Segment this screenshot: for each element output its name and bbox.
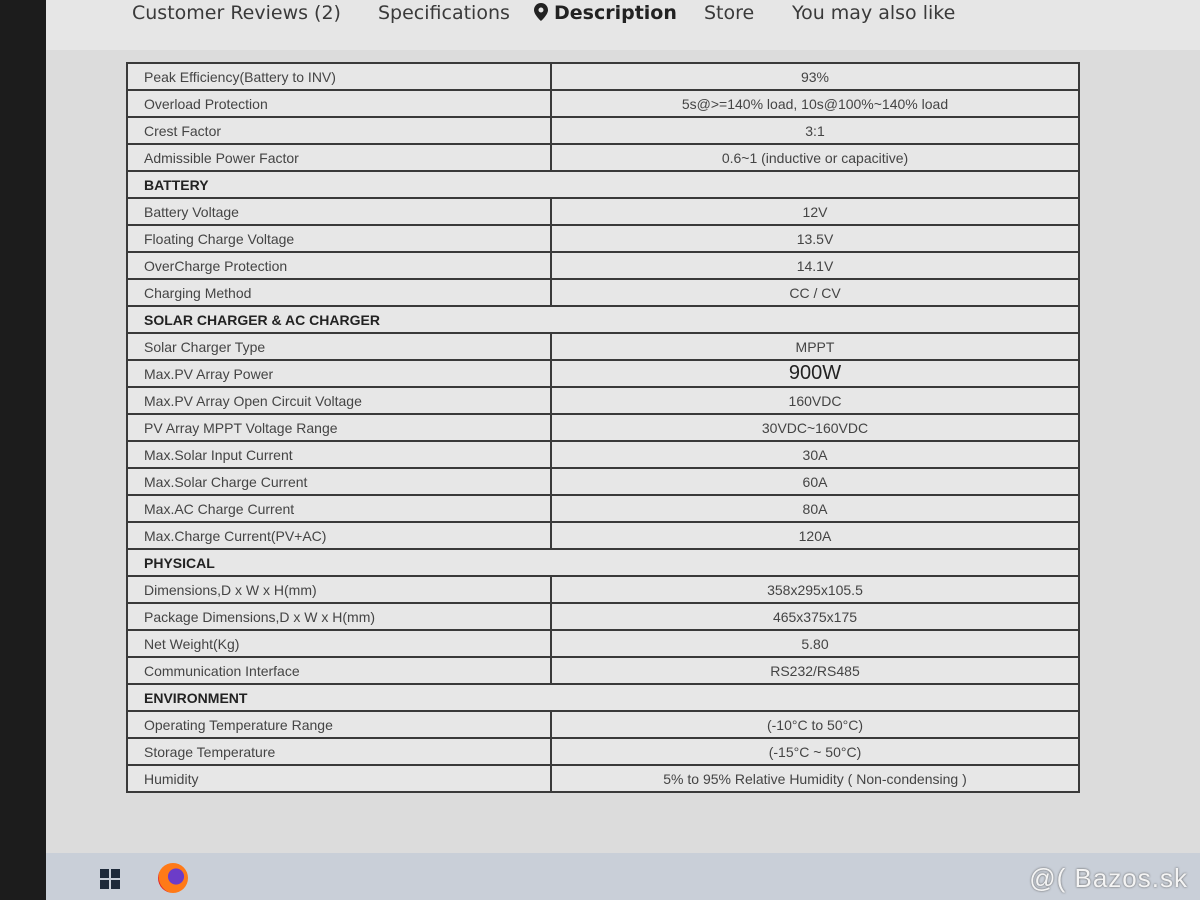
spec-label: Max.PV Array Power [127,360,551,387]
spec-label: Storage Temperature [127,738,551,765]
spec-label: Battery Voltage [127,198,551,225]
tab-specifications[interactable]: Specifications [378,2,510,24]
spec-value: MPPT [551,333,1079,360]
spec-value: 14.1V [551,252,1079,279]
spec-value: 5.80 [551,630,1079,657]
spec-row [127,144,1079,171]
spec-row [127,225,1079,252]
spec-row [127,279,1079,306]
tab-description-label: Description [554,2,677,24]
product-tab-bar [46,0,1200,50]
spec-row [127,387,1079,414]
spec-label: Max.Solar Charge Current [127,468,551,495]
spec-row [127,198,1079,225]
spec-label: Package Dimensions,D x W x H(mm) [127,603,551,630]
spec-value: 465x375x175 [551,603,1079,630]
spec-label: Dimensions,D x W x H(mm) [127,576,551,603]
spec-value: 93% [551,63,1079,90]
spec-value: 0.6~1 (inductive or capacitive) [551,144,1079,171]
spec-row [127,63,1079,90]
spec-row [127,738,1079,765]
section-header-row [127,171,1079,198]
spec-value: 3:1 [551,117,1079,144]
spec-label: Operating Temperature Range [127,711,551,738]
spec-row [127,252,1079,279]
spec-label: Admissible Power Factor [127,144,551,171]
spec-value: 5s@>=140% load, 10s@100%~140% load [551,90,1079,117]
section-header-row [127,549,1079,576]
tab-customer-reviews[interactable]: Customer Reviews (2) [132,2,341,24]
section-header: BATTERY [127,171,1079,198]
spec-value: CC / CV [551,279,1079,306]
spec-label: Max.AC Charge Current [127,495,551,522]
spec-label: Floating Charge Voltage [127,225,551,252]
spec-value: 900W [551,360,1079,387]
spec-value: 30A [551,441,1079,468]
firefox-icon[interactable] [158,863,188,893]
section-header-row [127,684,1079,711]
specification-table-body [127,63,1079,792]
browser-screen [46,0,1200,900]
spec-row [127,603,1079,630]
spec-value: RS232/RS485 [551,657,1079,684]
spec-row [127,657,1079,684]
spec-value: 160VDC [551,387,1079,414]
section-header: ENVIRONMENT [127,684,1079,711]
tab-description[interactable] [534,2,677,24]
spec-label: Max.PV Array Open Circuit Voltage [127,387,551,414]
spec-label: Net Weight(Kg) [127,630,551,657]
spec-value: 13.5V [551,225,1079,252]
section-header: PHYSICAL [127,549,1079,576]
tab-you-may-also-like[interactable]: You may also like [792,2,956,24]
spec-label: Humidity [127,765,551,792]
spec-label: Max.Charge Current(PV+AC) [127,522,551,549]
spec-row [127,441,1079,468]
spec-label: Max.Solar Input Current [127,441,551,468]
spec-label: Charging Method [127,279,551,306]
spec-label: Communication Interface [127,657,551,684]
spec-row [127,90,1079,117]
specification-table [126,62,1080,793]
spec-value: (-10°C to 50°C) [551,711,1079,738]
windows-start-icon[interactable] [100,869,120,889]
spec-label: OverCharge Protection [127,252,551,279]
spec-value: 60A [551,468,1079,495]
spec-value: 5% to 95% Relative Humidity ( Non-condensing ) [551,765,1079,792]
spec-label: Crest Factor [127,117,551,144]
spec-row [127,495,1079,522]
spec-value: 358x295x105.5 [551,576,1079,603]
spec-row [127,468,1079,495]
spec-label: Peak Efficiency(Battery to INV) [127,63,551,90]
spec-row [127,576,1079,603]
spec-row [127,117,1079,144]
tab-store[interactable]: Store [704,2,755,24]
spec-label: Overload Protection [127,90,551,117]
section-header: SOLAR CHARGER & AC CHARGER [127,306,1079,333]
location-pin-icon [534,3,548,21]
spec-value: 12V [551,198,1079,225]
spec-row [127,522,1079,549]
spec-row [127,630,1079,657]
spec-row [127,711,1079,738]
spec-value: 80A [551,495,1079,522]
spec-label: Solar Charger Type [127,333,551,360]
spec-label: PV Array MPPT Voltage Range [127,414,551,441]
spec-value: 120A [551,522,1079,549]
section-header-row [127,306,1079,333]
spec-row [127,333,1079,360]
spec-row [127,414,1079,441]
spec-row [127,765,1079,792]
spec-value: 30VDC~160VDC [551,414,1079,441]
spec-value: (-15°C ~ 50°C) [551,738,1079,765]
watermark: @( Bazos.sk [1029,863,1188,893]
spec-row [127,360,1079,387]
taskbar [46,853,1200,900]
